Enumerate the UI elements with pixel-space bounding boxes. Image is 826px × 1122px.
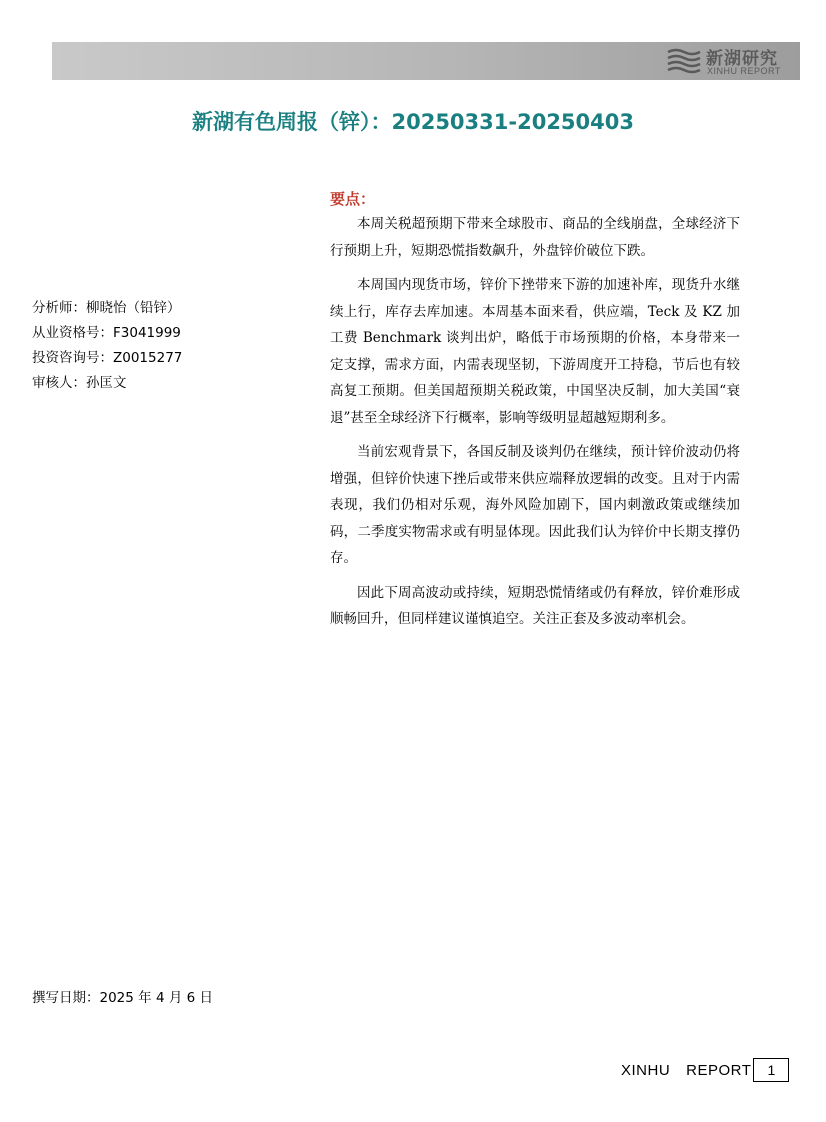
analyst-line: 分析师：柳晓怡（铅锌） [32,300,181,316]
footer-brand-right: REPORT [686,1061,752,1079]
page-number: 1 [753,1058,789,1082]
reviewer-line: 审核人：孙匡文 [32,375,127,391]
page-footer [621,1058,789,1082]
waves-logo-icon [666,48,702,76]
key-point-paragraph: 本周国内现货市场，锌价下挫带来下游的加速补库，现货升水继续上行，库存去库加速。本周基本面来看，供应端，Teck 及 KZ 加工费 Benchmark 谈判出炉，略低于市场预期的价格，本身带来一定支撑，需求方面，内需表现坚韧，下游周度开工持稳，节后也有较高复工预期。但美国超预期关税政策，中国坚决反制，加大美国“衰退”甚至全球经济下行概率，影响等级明显超越短期利多。 [330,277,740,426]
key-point-paragraph: 因此下周高波动或持续，短期恐慌情绪或仍有释放，锌价难形成顺畅回升，但同样建议谨慎追空。关注正套及多波动率机会。 [330,584,740,627]
key-points-section [330,188,740,641]
logo-chinese-text: 新湖研究 [706,49,778,69]
qualification-line: 从业资格号：F3041999 [32,325,181,341]
key-point-paragraph: 当前宏观背景下，各国反制及谈判仍在继续，预计锌价波动仍将增强，但锌价快速下挫后或带来供应端释放逻辑的改变。且对于内需表现，我们仍相对乐观，海外风险加剧下，国内刺激政策或继续加码，二季度实物需求或有明显体现。因此我们认为锌价中长期支撑仍存。 [330,444,740,566]
key-points-heading: 要点： [330,190,376,208]
report-title: 新湖有色周报（锌）：20250331-20250403 [191,110,634,134]
footer-brand-left: XINHU [621,1061,671,1079]
author-info [32,296,182,396]
key-point-paragraph: 本周关税超预期下带来全球股市、商品的全线崩盘，全球经济下行预期上升，短期恐慌指数飙升，外盘锌价破位下跌。 [330,216,740,259]
company-logo [666,44,800,78]
writing-date: 撰写日期：2025 年 4 月 6 日 [32,990,213,1006]
logo-english-text: XINHU REPORT [707,66,781,76]
consulting-line: 投资咨询号：Z0015277 [32,350,183,366]
